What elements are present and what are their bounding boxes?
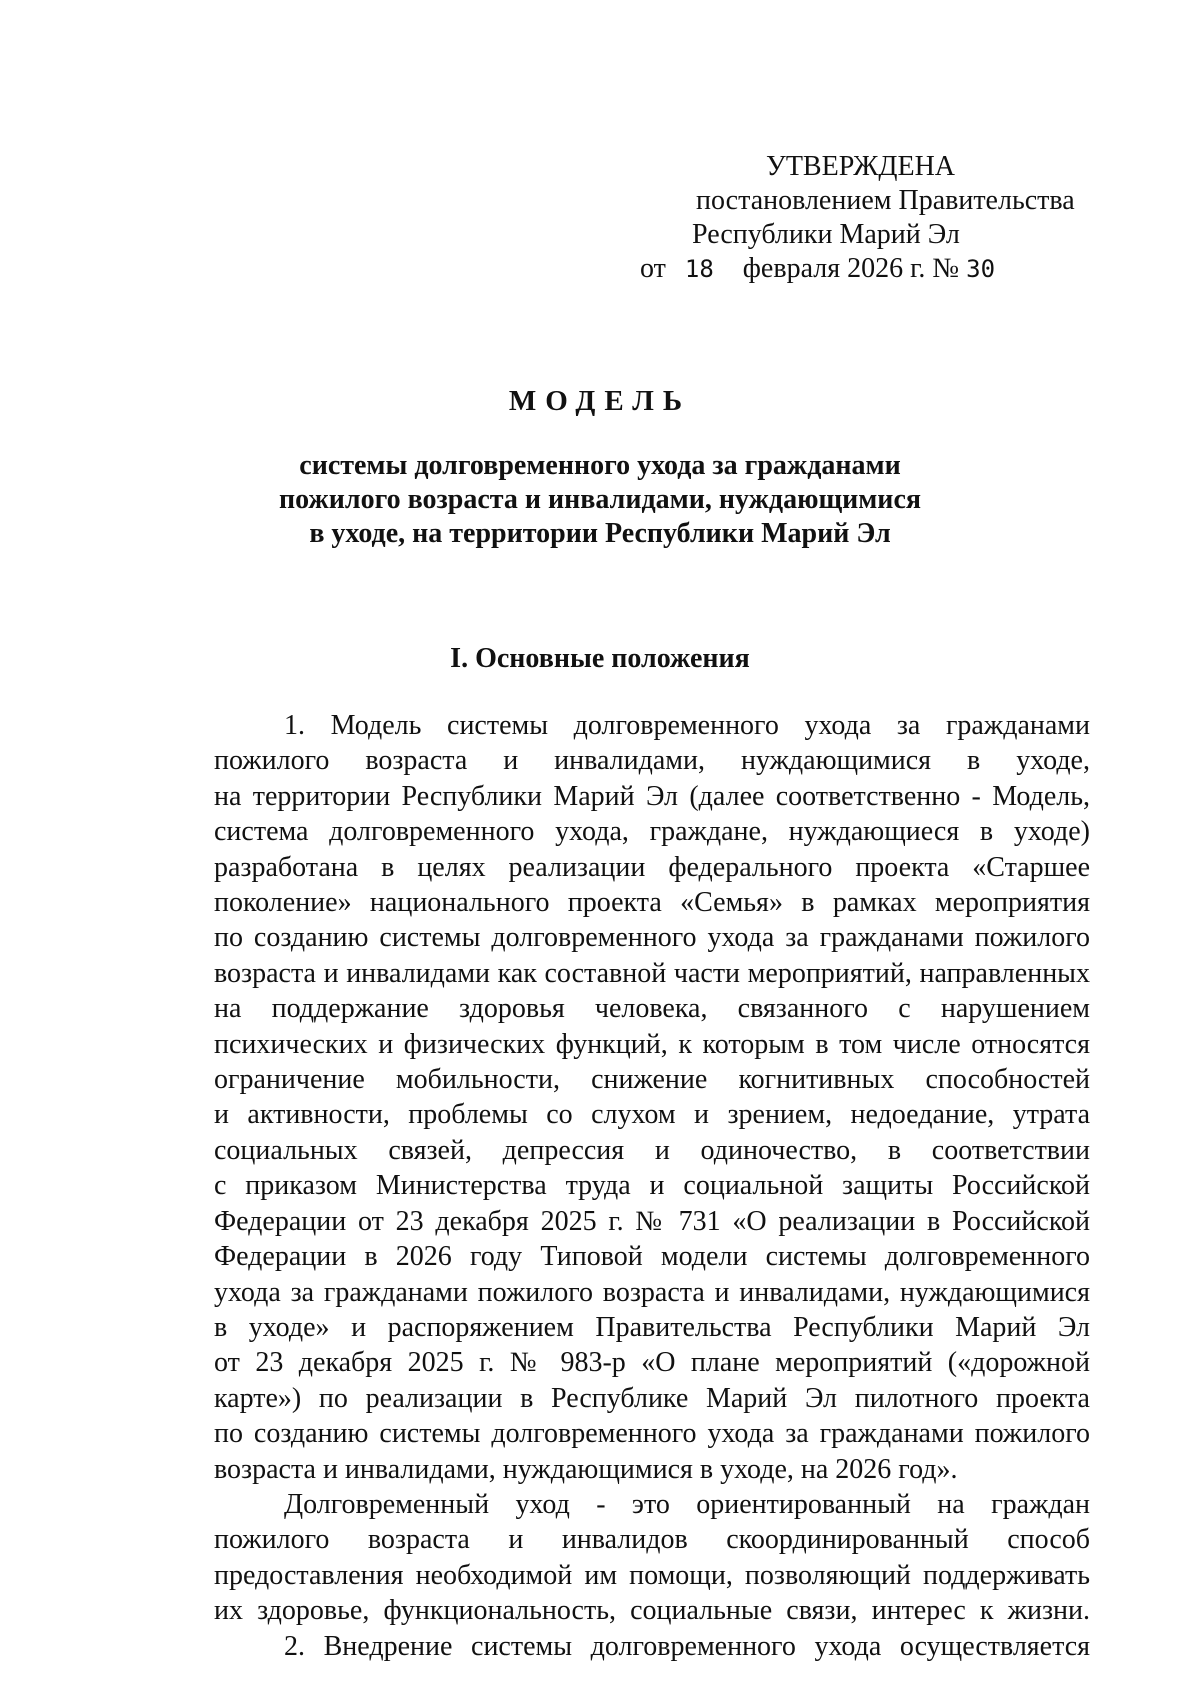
body-line: и активности, проблемы со слухом и зрением, недоедание, утрата [214, 1099, 1090, 1131]
body-line: ухода за гражданами пожилого возраста и инвалидами, нуждающимися [214, 1276, 1090, 1308]
subtitle-line: пожилого возраста и инвалидами, нуждающимися [278, 484, 922, 515]
section-heading: I. Основные положения [450, 643, 750, 674]
approval-date-line [640, 252, 1110, 286]
body-line: по созданию системы долговременного ухода за гражданами пожилого [214, 922, 1090, 954]
body-line: разработана в целях реализации федерального проекта «Старшее [214, 851, 1090, 883]
approval-region: Республики Марий Эл [692, 219, 960, 250]
document-subtitle [160, 449, 1040, 551]
approval-title: УТВЕРЖДЕНА [766, 151, 956, 182]
body-line: возраста и инвалидами как составной части мероприятий, направленных [214, 957, 1090, 989]
body-line: Федерации в 2026 году Типовой модели системы долговременного [214, 1241, 1090, 1273]
body-line: пожилого возраста и инвалидов скоординированный способ [214, 1524, 1090, 1556]
body-line: возраста и инвалидами, нуждающимися в уходе, на 2026 год». [214, 1453, 958, 1485]
body-line: предоставления необходимой им помощи, позволяющий поддерживать [214, 1559, 1090, 1591]
subtitle-line: в уходе, на территории Республики Марий Эл [309, 518, 891, 549]
body-line: ограничение мобильности, снижение когнитивных способностей [214, 1064, 1090, 1096]
body-line: по созданию системы долговременного ухода за гражданами пожилого [214, 1418, 1090, 1450]
body-line: 2. Внедрение системы долговременного ухода осуществляется [284, 1630, 1090, 1662]
body-line: пожилого возраста и инвалидами, нуждающимися в уходе, [214, 745, 1090, 777]
body-line: на поддержание здоровья человека, связанного с нарушением [214, 993, 1090, 1025]
body-line: от 23 декабря 2025 г. № 983-р «О плане мероприятий («дорожной [214, 1347, 1090, 1379]
body-line: Долговременный уход - это ориентированный на граждан [284, 1488, 1090, 1520]
subtitle-line: системы долговременного ухода за гражданами [299, 450, 901, 481]
approval-date-rest: февраля 2026 г. № [742, 253, 960, 284]
body-line: поколение» национального проекта «Семья» в рамках мероприятия [214, 887, 1090, 919]
body-line: Федерации от 23 декабря 2025 г. № 731 «О реализации в Российской [214, 1205, 1090, 1237]
body-line: 1. Модель системы долговременного ухода за гражданами [284, 710, 1090, 741]
body-line: психических и физических функций, к которым в том числе относятся [214, 1028, 1090, 1060]
body-line: на территории Республики Марий Эл (далее соответственно - Модель, [214, 780, 1090, 812]
approval-date-day: 18 [684, 255, 714, 283]
approval-document-number: 30 [966, 255, 996, 283]
body-line: с приказом Министерства труда и социальной защиты Российской [214, 1170, 1090, 1202]
approval-stamp [640, 150, 1110, 286]
body-line: в уходе» и распоряжением Правительства Республики Марий Эл [214, 1311, 1090, 1343]
approval-date-prefix: от [640, 253, 666, 284]
document-body [214, 708, 1090, 1664]
body-line: система долговременного ухода, граждане, нуждающиеся в уходе) [214, 816, 1090, 848]
body-line: их здоровье, функциональность, социальные связи, интерес к жизни. [214, 1595, 1090, 1627]
body-line: карте») по реализации в Республике Марий Эл пилотного проекта [214, 1382, 1090, 1414]
body-line: социальных связей, депрессия и одиночество, в соответствии [214, 1134, 1090, 1166]
approval-authority: постановлением Правительства [696, 185, 1075, 216]
document-title: МОДЕЛЬ [508, 385, 692, 417]
